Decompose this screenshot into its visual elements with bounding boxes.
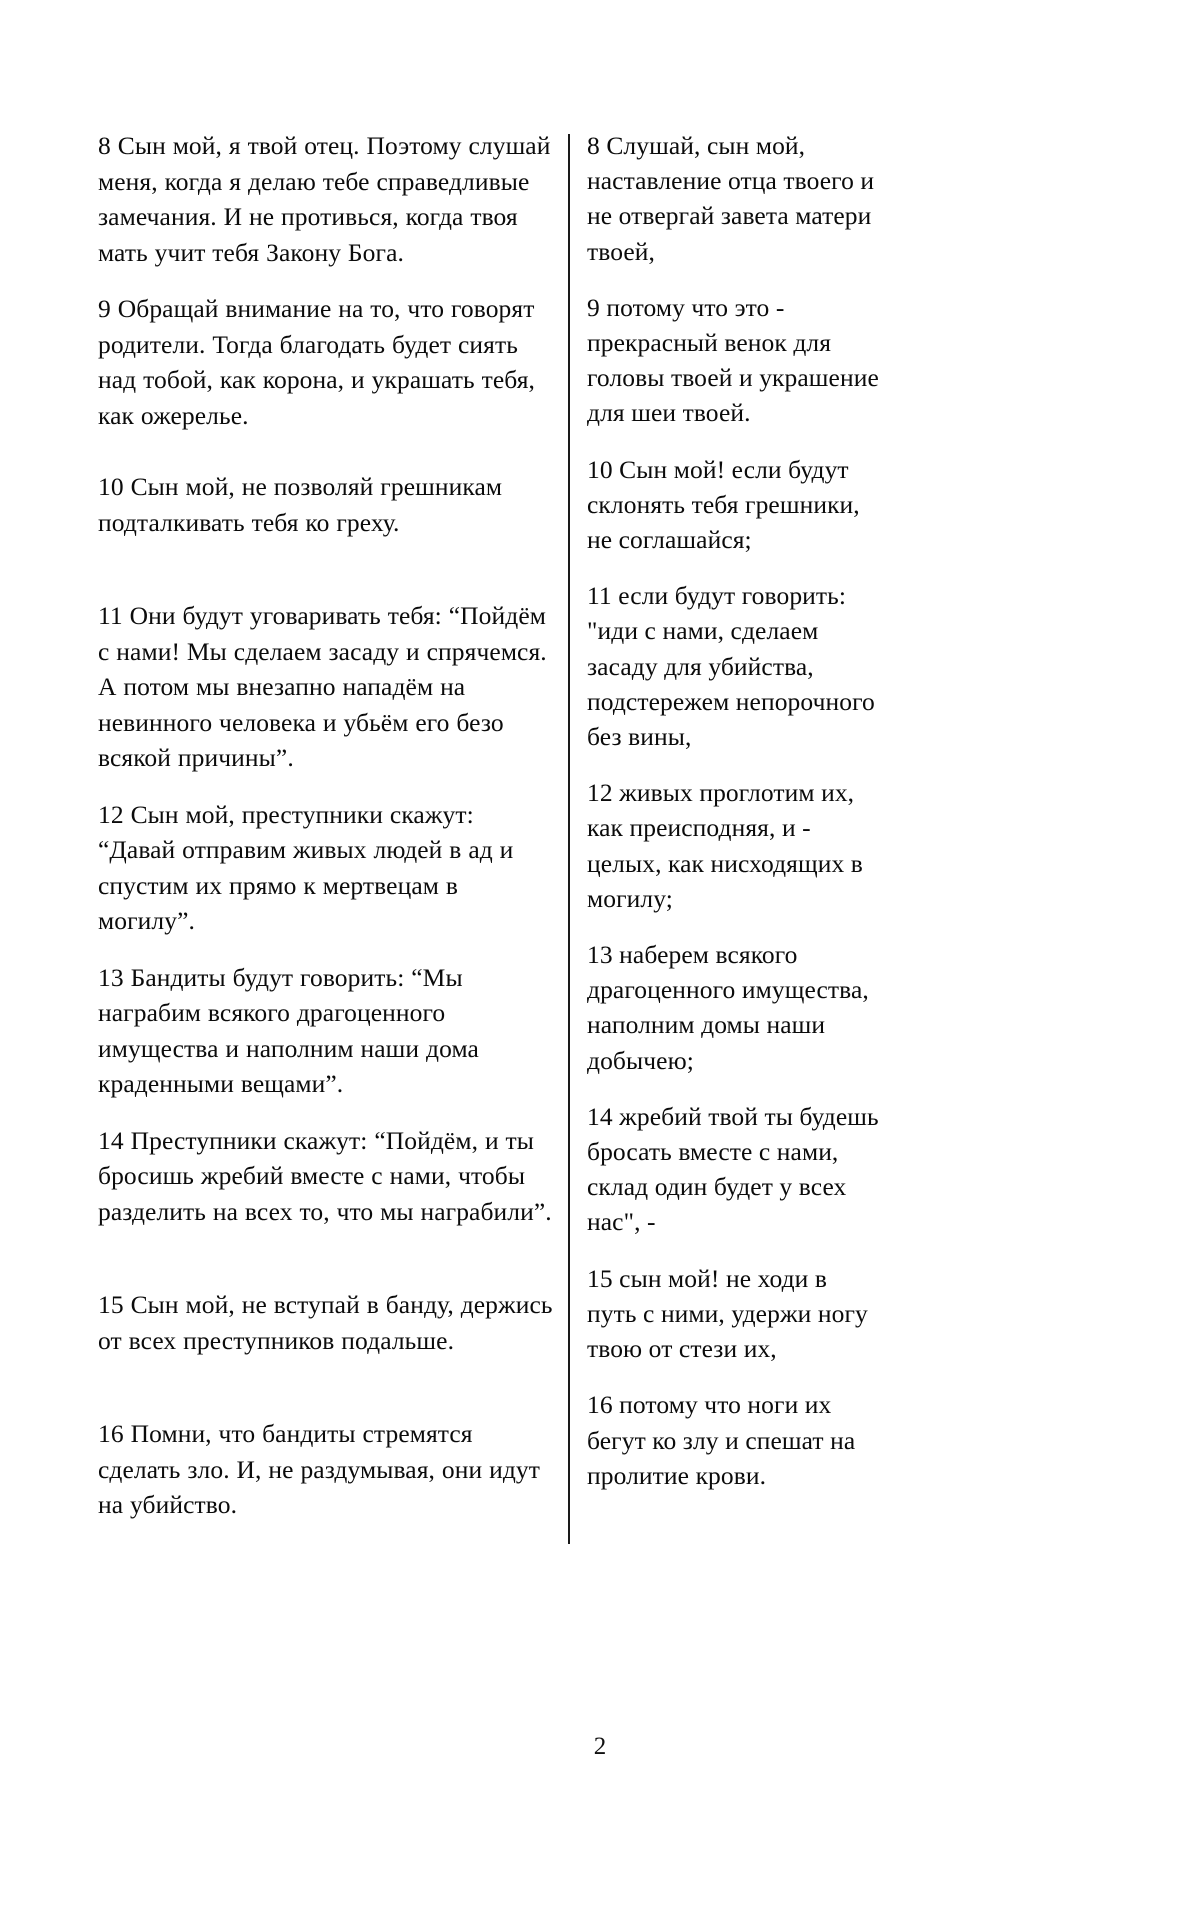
verse-paragraph: 15 сын мой! не ходи в путь с ними, удержи ногу твою от стези их, [587, 1263, 868, 1364]
left-column-paraphrase [98, 128, 568, 1544]
verse-paragraph: 15 Сын мой, не вступай в банду, держись от всех преступников подальше. [98, 1290, 553, 1355]
verse-paragraph: 9 Обращай внимание на то, что говорят родители. Тогда благодать будет сиять над тобой, как корона, и украшать тебя, как ожерелье. [98, 294, 536, 430]
page-number: 2 [593, 1733, 607, 1760]
verse-paragraph: 12 Сын мой, преступники скажут: “Давай отправим живых людей в ад и спустим их прямо к мертвецам в могилу”. [98, 799, 514, 935]
verse-paragraph: 9 потому что это - прекрасный венок для головы твоей и украшение для шеи твоей. [587, 292, 879, 428]
verse-paragraph: 16 Помни, что бандиты стремятся сделать зло. И, не раздумывая, они идут на убийство. [98, 1419, 541, 1519]
verse-paragraph: 10 Сын мой! если будут склонять тебя грешники, не соглашайся; [587, 454, 860, 555]
verse-paragraph: 14 Преступники скажут: “Пойдём, и ты бросишь жребий вместе с нами, чтобы разделить на всех то, что мы награбили”. [98, 1125, 552, 1226]
parallel-columns [98, 128, 898, 1544]
verse-paragraph: 11 если будут говорить: "иди с нами, сделаем засаду для убийства, подстережем непорочного без вины, [587, 581, 875, 752]
verse-paragraph: 11 Они будут уговаривать тебя: “Пойдём с нами! Мы сделаем засаду и спрячемся. А потом мы внезапно нападём на невинного человека и убьём его безо всякой причины”. [98, 601, 547, 772]
verse-paragraph: 14 жребий твой ты будешь бросать вместе с нами, склад один будет у всех нас", - [587, 1101, 879, 1237]
verse-paragraph: 13 наберем всякого драгоценного имущества, наполним домы наши добычею; [587, 940, 869, 1075]
verse-paragraph: 10 Сын мой, не позволяй грешникам подталкивать тебя ко греху. [98, 472, 503, 537]
verse-paragraph: 8 Сын мой, я твой отец. Поэтому слушай меня, когда я делаю тебе справедливые замечания. И не противься, когда твоя мать учит тебя Закону Бога. [98, 131, 551, 267]
right-column-synodal [570, 128, 882, 1514]
verse-paragraph: 8 Слушай, сын мой, наставление отца твоего и не отвергай завета матери твоей, [587, 131, 875, 266]
verse-paragraph: 16 потому что ноги их бегут ко злу и спешат на пролитие крови. [587, 1390, 856, 1490]
verse-paragraph: 12 живых проглотим их, как преисподняя, и - целых, как нисходящих в могилу; [587, 778, 863, 913]
verse-paragraph: 13 Бандиты будут говорить: “Мы награбим всякого драгоценного имущества и наполним наши дома краденными вещами”. [98, 962, 479, 1098]
